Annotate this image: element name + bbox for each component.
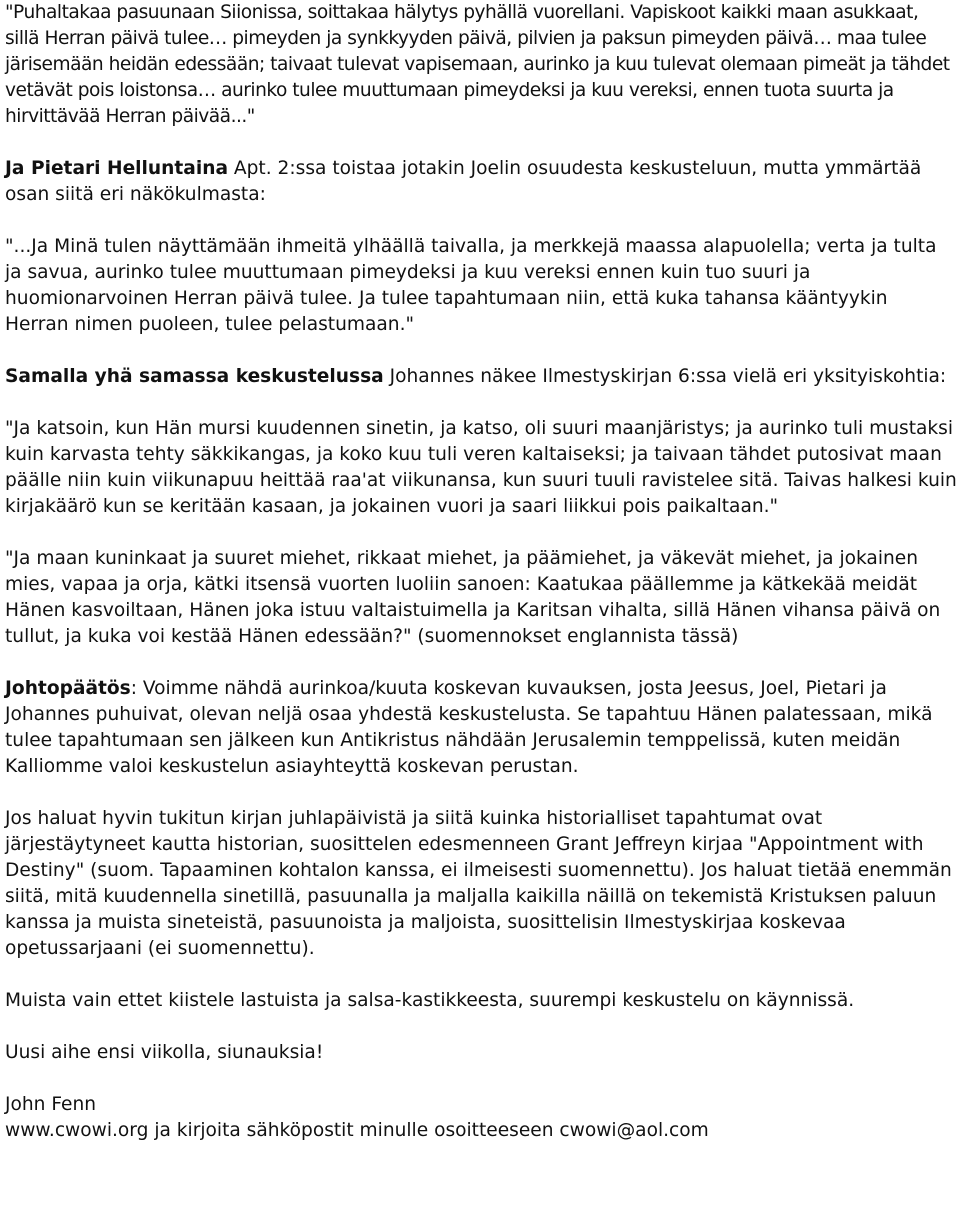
paragraph-revelation-quote-2: "Ja maan kuninkaat ja suuret miehet, rikkaat miehet, ja päämiehet, ja väkevät miehet, ja jokainen mies, vapaa ja orja, kätki itsensä vuorten luoliin sanoen: Kaatukaa päällemme ja kätkekää meidät Hänen kasvoiltaan, Hänen joka istuu valtaistuimella ja Karitsan vihalta, sillä Hänen vihansa päivä on tullut, ja kuka voi kestää Hänen edessään?" (suomennokset englannista tässä) xyxy=(5,548,941,647)
paragraph-joel-quote: "Puhaltakaa pasuunaan Siionissa, soittakaa hälytys pyhällä vuorellani. Vapiskoot kaikki maan asukkaat, sillä Herran päivä tulee… pimeyden ja synkkyyden päivä, pilvien ja paksun pimeyden päivä… maa tulee järisemään heidän edessään; taivaat tulevat vapisemaan, aurinko ja kuu tulevat olemaan pimeät ja tähdet vetävät pois loistonsa… aurinko tulee muuttumaan pimeydeksi ja kuu vereksi, ennen tuota suurta ja hirvittävää Herran päivää..." xyxy=(5,2,950,127)
paragraph-conclusion-text: : Voimme nähdä aurinkoa/kuuta koskevan kuvauksen, josta Jeesus, Joel, Pietari ja Johannes puhuivat, olevan neljä osaa yhdestä keskustelusta. Se tapahtuu Hänen palatessaan, mikä tulee tapahtumaan sen jälkeen kun Antikristus nähdään Jerusalemin temppelissä, kuten meidän Kalliomme valoi keskustelun asiayhteyttä koskevan perustan. xyxy=(5,678,933,777)
paragraph-john-intro xyxy=(5,364,957,390)
bold-lead-conclusion: Johtopäätös xyxy=(5,678,131,699)
paragraph-book-recommendation: Jos haluat hyvin tukitun kirjan juhlapäivistä ja siitä kuinka historialliset tapahtumat ovat järjestäytyneet kautta historian, suosittelen edesmenneen Grant Jeffreyn kirjaa "Appointment with Destiny" (suom. Tapaaminen kohtalon kanssa, ei ilmeisesti suomennettu). Jos haluat tietää enemmän siitä, mitä kuudennella sinetillä, pasuunalla ja maljalla kaikilla näillä on tekemistä Kristuksen paluun kanssa ja muista sineteistä, pasuunoista ja maljoista, suosittelisin Ilmestyskirjaa koskevaa opetussarjaani (ei suomennettu). xyxy=(5,808,952,959)
document-body xyxy=(5,0,957,1144)
paragraph-john-text: Johannes näkee Ilmestyskirjan 6:ssa vielä eri yksityiskohtia: xyxy=(383,366,947,387)
paragraph-conclusion xyxy=(5,676,957,780)
paragraph-peter-intro xyxy=(5,156,957,208)
signature-name: John Fenn xyxy=(5,1094,97,1115)
paragraph-acts-quote: "...Ja Minä tulen näyttämään ihmeitä ylhäällä taivalla, ja merkkejä maassa alapuolella; verta ja tulta ja savua, aurinko tulee muuttumaan pimeydeksi ja kuu vereksi ennen kuin tuo suuri ja huomionarvoinen Herran päivä tulee. Ja tulee tapahtumaan niin, että kuka tahansa kääntyykin Herran nimen puoleen, tulee pelastumaan." xyxy=(5,236,937,335)
paragraph-closing: Uusi aihe ensi viikolla, siunauksia! xyxy=(5,1042,324,1063)
bold-lead-peter: Ja Pietari Helluntaina xyxy=(5,158,228,179)
paragraph-peter-text: Apt. 2:ssa toistaa jotakin Joelin osuudesta keskusteluun, mutta ymmärtää osan siitä eri näkökulmasta: xyxy=(5,158,922,205)
signature-contact: www.cwowi.org ja kirjoita sähköpostit minulle osoitteeseen cwowi@aol.com xyxy=(5,1120,709,1141)
paragraph-reminder: Muista vain ettet kiistele lastuista ja salsa-kastikkeesta, suurempi keskustelu on käynnissä. xyxy=(5,990,855,1011)
paragraph-revelation-quote-1: "Ja katsoin, kun Hän mursi kuudennen sinetin, ja katso, oli suuri maanjäristys; ja aurinko tuli mustaksi kuin karvasta tehty säkkikangas, ja koko kuu tuli veren kaltaiseksi; ja taivaan tähdet putosivat maan päälle niin kuin viikunapuu heittää raa'at viikunansa, kun suuri tuuli ravistelee sitä. Taivas halkesi kuin kirjakäärö kun se keritään kasaan, ja jokainen vuori ja saari liikkui pois paikaltaan." xyxy=(5,418,957,517)
bold-lead-john: Samalla yhä samassa keskustelussa xyxy=(5,366,384,387)
